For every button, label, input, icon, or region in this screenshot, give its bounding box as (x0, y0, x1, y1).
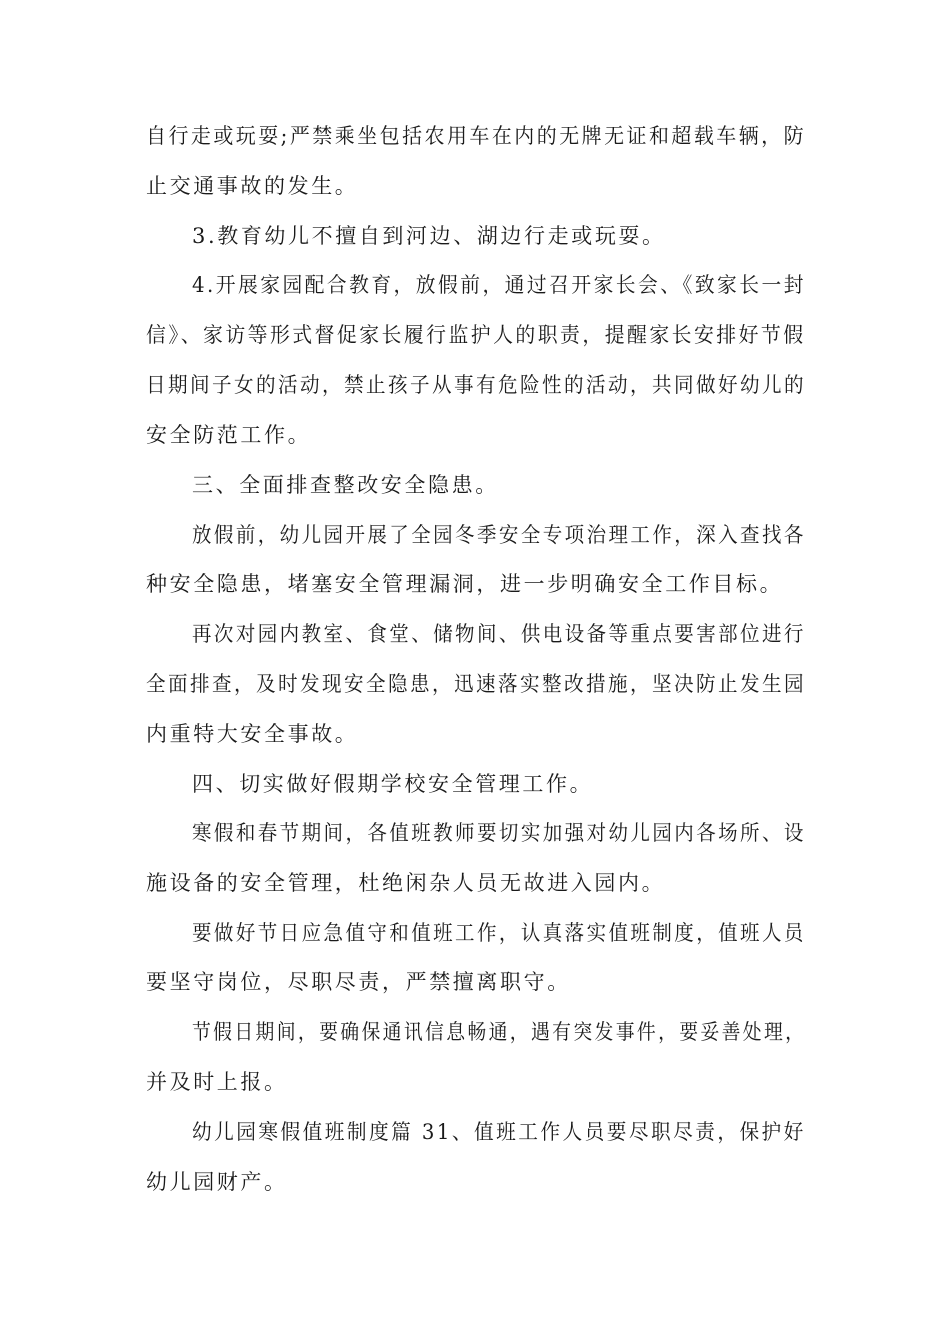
text-line (0, 370, 950, 400)
text-line (0, 171, 950, 201)
text-line (0, 918, 950, 948)
text-line (0, 868, 950, 898)
text-line (0, 769, 950, 799)
line-text: 要做好节日应急值守和值班工作，认真落实值班制度，值班人员 (192, 921, 806, 945)
text-line (0, 1167, 950, 1197)
text-line (0, 520, 950, 550)
line-text: 日期间子女的活动，禁止孩子从事有危险性的活动，共同做好幼儿的 (146, 373, 806, 397)
line-text: 幼儿园寒假值班制度篇 31、值班工作人员要尽职尽责，保护好 (192, 1120, 806, 1144)
line-text: 安全防范工作。 (146, 423, 312, 447)
line-text: 4.开展家园配合教育，放假前，通过召开家长会、《致家长一封 (192, 273, 806, 297)
text-line (0, 619, 950, 649)
line-text: 再次对园内教室、食堂、储物间、供电设备等重点要害部位进行 (192, 622, 806, 646)
line-text: 施设备的安全管理，杜绝闲杂人员无故进入园内。 (146, 871, 666, 895)
text-line (0, 420, 950, 450)
text-line (0, 1017, 950, 1047)
text-line (0, 818, 950, 848)
text-line (0, 1067, 950, 1097)
text-line (0, 320, 950, 350)
line-text: 3.教育幼儿不擅自到河边、湖边行走或玩耍。 (192, 224, 666, 248)
text-line (0, 270, 950, 300)
text-line (0, 1117, 950, 1147)
line-text: 全面排查，及时发现安全隐患，迅速落实整改措施，坚决防止发生园 (146, 672, 806, 696)
text-line (0, 221, 950, 251)
line-text: 寒假和春节期间，各值班教师要切实加强对幼儿园内各场所、设 (192, 821, 806, 845)
line-text: 要坚守岗位，尽职尽责，严禁擅离职守。 (146, 970, 571, 994)
line-text: 种安全隐患，堵塞安全管理漏洞，进一步明确安全工作目标。 (146, 572, 784, 596)
line-text: 幼儿园财产。 (146, 1170, 288, 1194)
text-line (0, 569, 950, 599)
text-line (0, 669, 950, 699)
line-text: 内重特大安全事故。 (146, 722, 359, 746)
text-line (0, 121, 950, 151)
text-line (0, 470, 950, 500)
line-text: 四、切实做好假期学校安全管理工作。 (192, 772, 594, 796)
line-text: 节假日期间，要确保通讯信息畅通，遇有突发事件，要妥善处理， (192, 1020, 807, 1044)
line-text: 放假前，幼儿园开展了全园冬季安全专项治理工作，深入查找各 (192, 523, 806, 547)
line-text: 信》、家访等形式督促家长履行监护人的职责，提醒家长安排好节假 (146, 323, 806, 347)
line-text: 止交通事故的发生。 (146, 174, 359, 198)
line-text: 三、全面排查整改安全隐患。 (192, 473, 499, 497)
line-text: 并及时上报。 (146, 1070, 288, 1094)
text-line (0, 719, 950, 749)
line-text: 自行走或玩耍;严禁乘坐包括农用车在内的无牌无证和超载车辆，防 (146, 124, 807, 148)
text-line (0, 967, 950, 997)
